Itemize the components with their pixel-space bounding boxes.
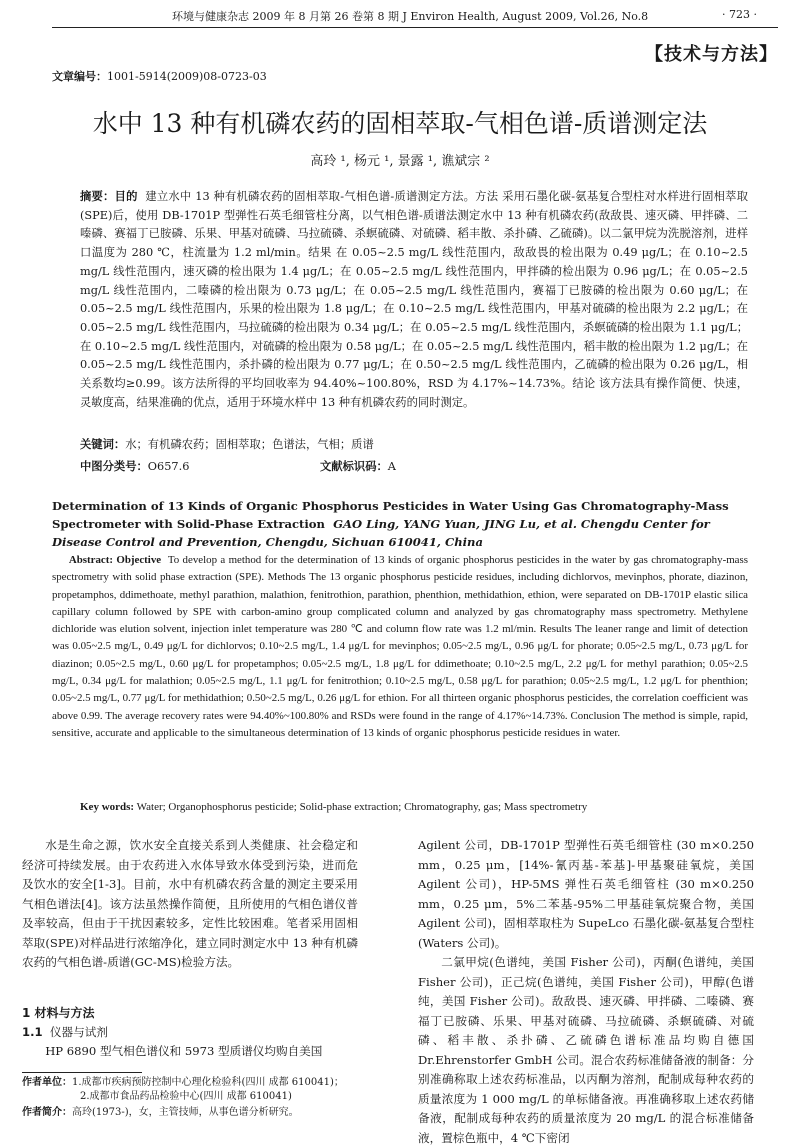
- classification: [80, 458, 720, 474]
- right-paragraph-1: Agilent 公司，DB-1701P 型弹性石英毛细管柱 (30 m×0.250 mm，0.25 μm，[14%-氰丙基-苯基]-甲基聚硅氧烷，美国 Agilent 公司)，HP-5MS 弹性石英毛细管柱 (30 m×0.250 mm，0.25 μm，5%二苯基-95%二甲基硅氧烷聚合物，美国 Agilent 公司)，固相萃取柱为 SupeLco 石墨化碳-氨基复合型柱(Waters 公司)。: [418, 838, 754, 950]
- footnote-rule: [22, 1072, 142, 1073]
- page-number: · 723 ·: [722, 8, 757, 21]
- english-affiliation: Chengdu Center for Disease Control and Prevention, Chengdu, Sichuan 610041, China: [52, 517, 710, 549]
- footnote-bio: [22, 1106, 392, 1120]
- subsection-number: 1.1: [22, 1025, 43, 1039]
- chinese-abstract: [80, 188, 748, 412]
- body-left-column: [22, 836, 358, 973]
- right-paragraph-2: 二氯甲烷(色谱纯，美国 Fisher 公司)，丙酮(色谱纯，美国 Fisher 公司)，正己烷(色谱纯，美国 Fisher 公司)，甲醇(色谱纯，美国 Fisher 公司)。敌敌畏、速灭磷、甲拌磷、二嗪磷、赛福丁已胺磷、乐果、甲基对硫磷、马拉硫磷、杀螟硫磷、对硫磷、稻丰散、杀扑磷、乙硫磷色谱标准品均购自德国 Dr.Ehrenstorfer GmbH 公司。混合农药标准储备液的制备：分别准确称取上述农药标准品，以丙酮为溶剂，配制成每种农药的质量浓度为 1 000 mg/L 的单标储备液。再准确移取上述农药储备液，配制成每种农药的质量浓度为 20 mg/L 的混合标准储备液，置棕色瓶中，4 ℃下密闭: [418, 955, 754, 1145]
- keywords-value: 水；有机磷农药；固相萃取；色谱法，气相；质谱: [125, 438, 374, 451]
- english-abstract: [52, 552, 748, 742]
- intro-paragraph: 水是生命之源，饮水安全直接关系到人类健康、社会稳定和经济可持续发展。由于农药进入水体导致水体受到污染，进而危及饮水的安全[1-3]。目前，水中有机磷农药含量的测定主要采用气相色谱法[4]。该方法虽然操作简便，且所使用的气相色谱仪普及率较高，但由于干扰因素较多，定性比较困难。笔者采用固相萃取(SPE)对样品进行浓缩净化，建立同时测定水中 13 种有机磷农药的气相色谱-质谱(GC-MS)检验方法。: [22, 838, 358, 969]
- class-value: O657.6: [147, 460, 190, 473]
- section-tag: 【技术与方法】: [645, 44, 778, 65]
- header-rule: [52, 27, 778, 28]
- doc-code-label: 文献标识码：: [320, 460, 388, 473]
- authors: 高玲 ¹, 杨元 ¹, 景露 ¹, 谯斌宗 ²: [310, 154, 490, 169]
- en-abstract-text: To develop a method for the determination of 13 kinds of organic phosphorus pesticides in the water by gas chromatography-mass spectrometry with solid phase extraction (SPE). Methods The 13 organic phosphorus pesticide residues, including dichlorvos, mevinphos, phorate, diazinon, propetamphos, ddimethoate, methyl parathion, malathion, fenitrothion, parathion, phenthion, methidathion, ethion, were separated on DB-1701P elastic silica capillary column followed by SPE with carbon-amino group complicated column and analyzed by gas chromatography mass spectrometry. Methylene dichloride was elution solvent, injection inlet temperature was 280 ℃ and column flow rate was 1.2 ml/min. Results The leaner range and limit of detection was 0.05~2.5 mg/L, 0.49 μg/L for dichlorvos; 0.10~2.5 mg/L, 1.4 μg/L for mevinphos; 0.05~2.5 mg/L, 0.96 μg/L for phorate; 0.05~2.5 mg/L, 0.73 μg/L for diazinon; 0.05~2.5 mg/L, 0.60 μg/L for propetamphos; 0.05~2.5 mg/L, 1.8 μg/L for ddimethoate; 0.10~2.5 mg/L, 2.2 μg/L for methyl parathion; 0.05~2.5 mg/L, 0.34 μg/L for malathion; 0.05~2.5 mg/L, 1.1 μg/L for fenitrothion; 0.10~2.5 mg/L, 0.58 μg/L for parathion; 0.05~2.5 mg/L, 1.2 μg/L for phenthion; 0.05~2.5 mg/L, 0.77 μg/L for methidathion; 0.50~2.5 mg/L, 0.26 μg/L for ethion. For all thirteen organic phosphorus pesticides, the correlation coefficient was above 0.99. The average recovery rates were 94.40%~100.80% and RSDs were found in the range of 4.17%~14.73%. Conclusion The method is simple, rapid, sensitive, accurate and applicable to the simultaneous determination of 13 kinds of organic phosphorus pesticide residues in water.: [52, 554, 748, 739]
- english-title-block: [52, 497, 752, 551]
- footnote-bio-text: 高玲(1973-)，女，主管技师，从事色谱分析研究。: [72, 1107, 299, 1118]
- footnote-unit-1: [22, 1076, 392, 1090]
- footnote-unit-label: 作者单位：: [22, 1077, 72, 1088]
- footnote-unit1: 1.成都市疾病预防控制中心理化检验科(四川 成都 610041)；: [72, 1077, 344, 1088]
- instrument-paragraph: HP 6890 型气相色谱仪和 5973 型质谱仪均购自美国: [45, 1044, 323, 1058]
- en-keywords-value: Water; Organophosphorus pesticide; Solid-phase extraction; Chromatography, gas; Mass spectrometry: [136, 801, 588, 813]
- doc-code: [320, 458, 396, 474]
- english-title: Determination of 13 Kinds of Organic Phosphorus Pesticides in Water Using Gas Chromatography-Mass Spectrometer with Solid-Phase Extraction: [52, 499, 729, 531]
- en-keywords-label: Key words:: [80, 801, 135, 813]
- english-keywords: [80, 801, 587, 813]
- section-heading: 1 材料与方法: [22, 1006, 95, 1020]
- journal-line: 环境与健康杂志 2009 年 8 月第 26 卷第 8 期 J Environ Health, August 2009, Vol.26, No.8: [172, 10, 649, 23]
- subsection-heading: [22, 1024, 108, 1040]
- english-authors: GAO Ling, YANG Yuan, JING Lu, et al.: [333, 517, 577, 531]
- page-title: 水中 13 种有机磷农药的固相萃取-气相色谱-质谱测定法: [92, 109, 708, 138]
- article-number-label: 文章编号：: [52, 70, 107, 83]
- cn-abstract-label: 摘要：目的: [80, 190, 138, 203]
- article-number-value: 1001-5914(2009)08-0723-03: [107, 70, 267, 83]
- cn-abstract-text: 建立水中 13 种有机磷农药的固相萃取-气相色谱-质谱测定方法。方法 采用石墨化碳-氨基复合型柱对水样进行固相萃取(SPE)后，使用 DB-1701P 型弹性石英毛细管柱分离，以气相色谱-质谱法测定水中 13 种有机磷农药(敌敌畏、速灭磷、甲拌磷、二嗪磷、赛福丁已胺磷、乐果、甲基对硫磷、马拉硫磷、杀螟硫磷、对硫磷、稻丰散、杀扑磷、乙硫磷)。以二氯甲烷为洗脱溶剂，进样口温度为 280 ℃，柱流量为 1.2 ml/min。结果 在 0.05~2.5 mg/L 线性范围内，敌敌畏的检出限为 0.49 μg/L；在 0.10~2.5 mg/L 线性范围内，速灭磷的检出限为 1.4 μg/L；在 0.05~2.5 mg/L 线性范围内，甲拌磷的检出限为 0.96 μg/L；在 0.05~2.5 mg/L 线性范围内，二嗪磷的检出限为 0.73 μg/L；在 0.05~2.5 mg/L 线性范围内，赛福丁已胺磷的检出限为 0.60 μg/L；在 0.05~2.5 mg/L 线性范围内，乐果的检出限为 1.8 μg/L；在 0.10~2.5 mg/L 线性范围内，甲基对硫磷的检出限为 2.2 μg/L；在 0.05~2.5 mg/L 线性范围内，马拉硫磷的检出限为 0.34 μg/L；在 0.05~2.5 mg/L 线性范围内，杀螟硫磷的检出限为 1.1 μg/L；在 0.10~2.5 mg/L 线性范围内，对硫磷的检出限为 0.58 μg/L；在 0.05~2.5 mg/L 线性范围内，稻丰散的检出限为 1.2 μg/L；在 0.05~2.5 mg/L 线性范围内，杀扑磷的检出限为 0.77 μg/L；在 0.50~2.5 mg/L 线性范围内，乙硫磷的检出限为 0.26 μg/L，相关系数均≥0.99。该方法所得的平均回收率为 94.40%~100.80%，RSD 为 4.17%~14.73%。结论 该方法具有操作简便、快速，灵敏度高，结果准确的优点，适用于环境水样中 13 种有机磷农药的同时测定。: [80, 190, 748, 409]
- keywords: [80, 436, 374, 452]
- class-label: 中图分类号：: [80, 460, 148, 473]
- body-right-column: [418, 836, 754, 1148]
- subsection-title: 仪器与试剂: [49, 1025, 108, 1039]
- footnote-unit-2: 2.成都市食品药品检验中心(四川 成都 610041): [80, 1091, 292, 1102]
- en-abstract-label: Abstract: Objective: [68, 554, 162, 566]
- article-number: [52, 68, 267, 84]
- footnote-bio-label: 作者简介：: [22, 1107, 72, 1118]
- keywords-label: 关键词：: [80, 438, 126, 451]
- doc-code-value: A: [387, 460, 396, 473]
